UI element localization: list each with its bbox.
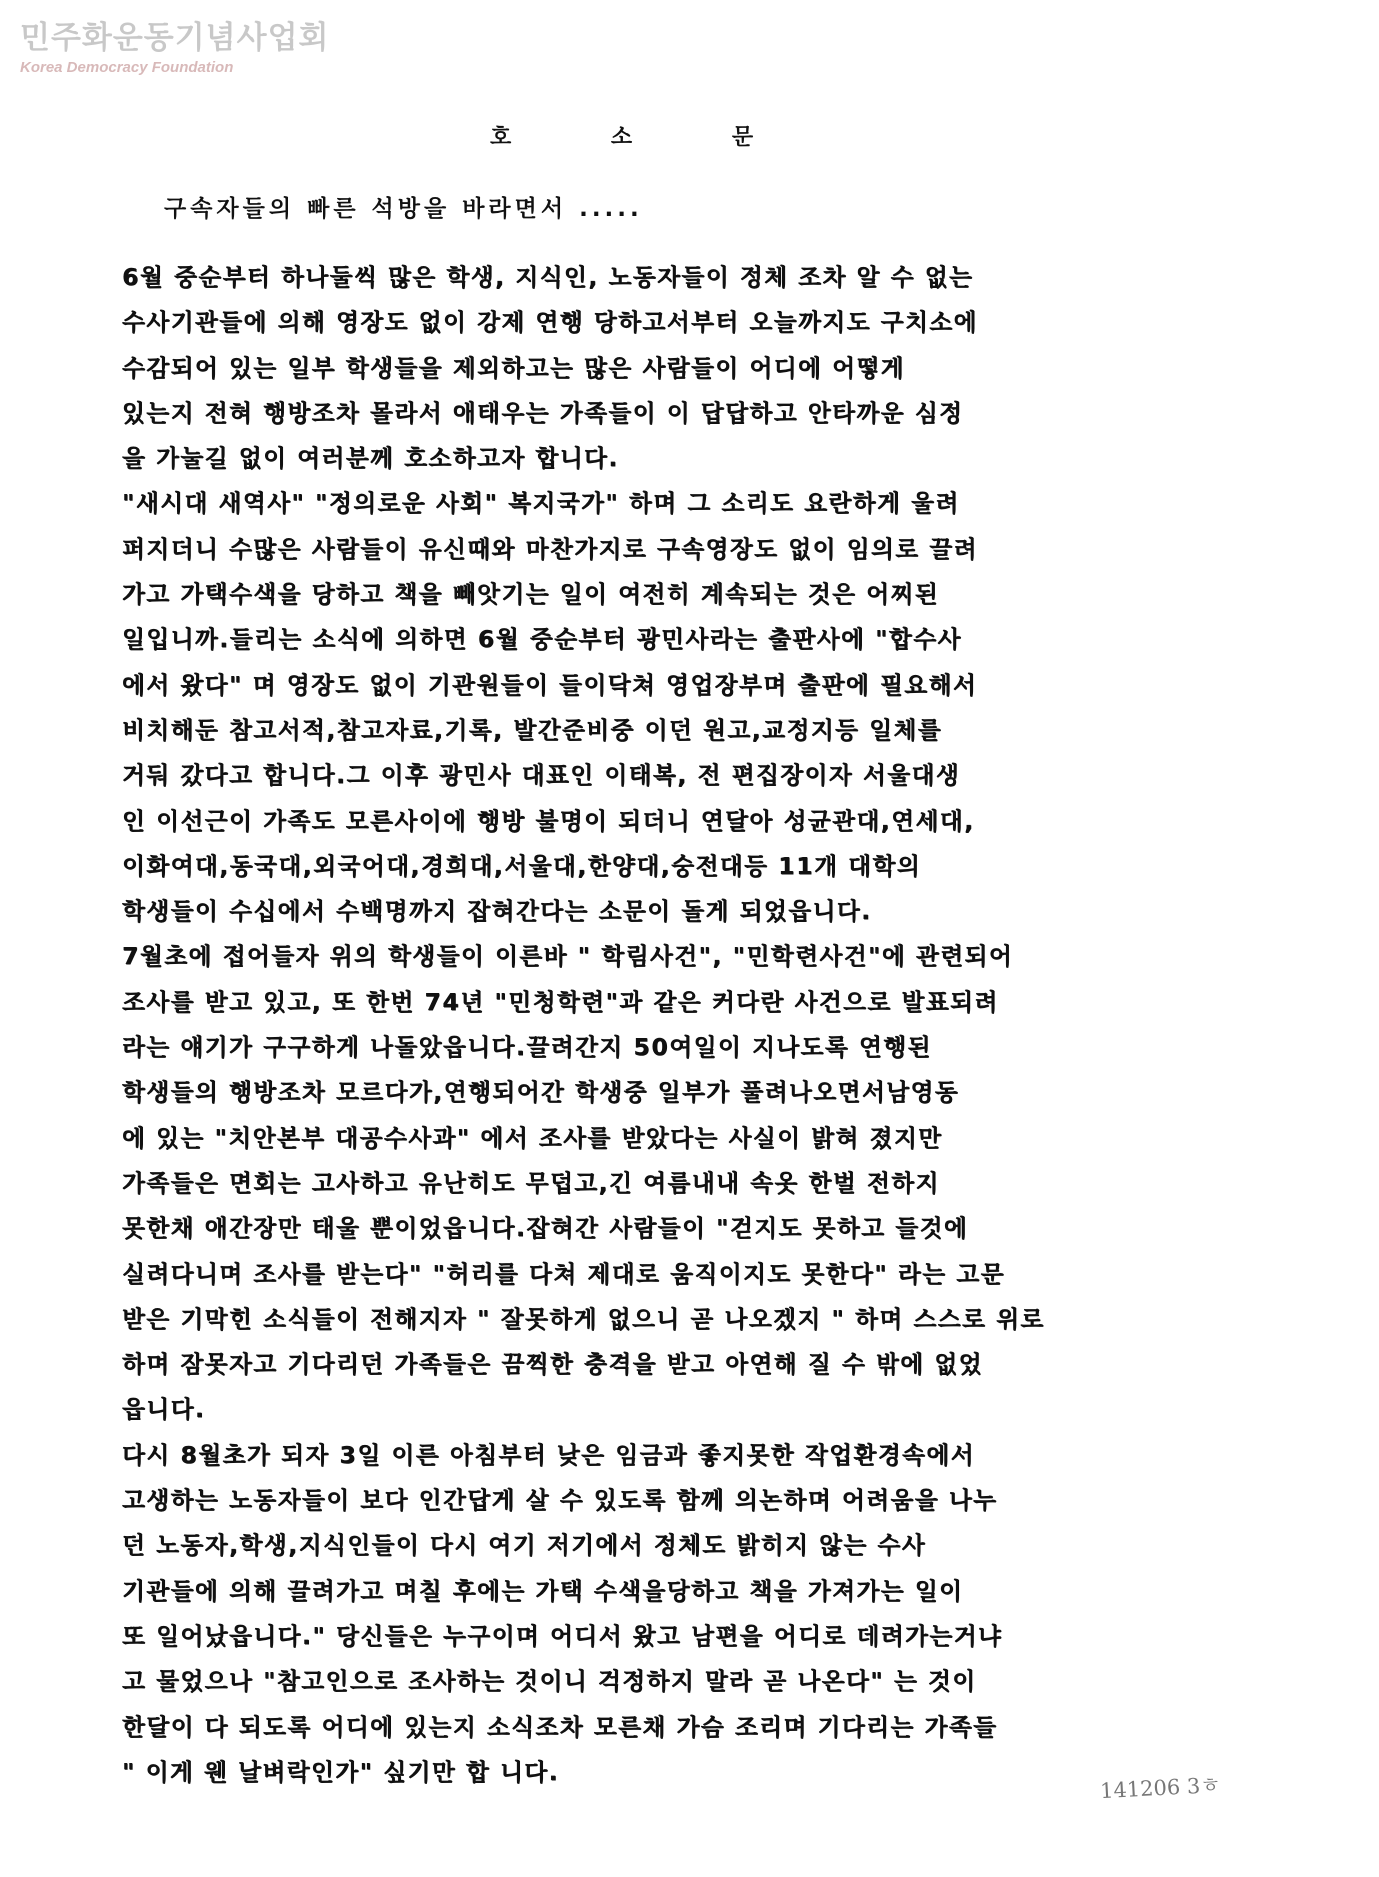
body-line: "새시대 새역사" "정의로운 사회" 복지국가" 하며 그 소리도 요란하게 울려 bbox=[122, 489, 960, 518]
body-line: 수감되어 있는 일부 학생들을 제외하고는 많은 사람들이 어디에 어떻게 bbox=[122, 353, 905, 382]
foundation-watermark bbox=[20, 18, 330, 78]
body-line: 이화여대,동국대,외국어대,경희대,서울대,한양대,숭전대등 11개 대학의 bbox=[122, 851, 922, 880]
body-line: 못한채 애간장만 태울 뿐이었읍니다.잡혀간 사람들이 "걷지도 못하고 들것에 bbox=[122, 1214, 969, 1243]
watermark-korean: 민주화운동기념사업회 bbox=[20, 20, 330, 56]
body-line: 거둬 갔다고 합니다.그 이후 광민사 대표인 이태복, 전 편집장이자 서울대생 bbox=[122, 761, 961, 790]
body-line: 6월 중순부터 하나둘씩 많은 학생, 지식인, 노동자들이 정체 조차 알 수 없는 bbox=[122, 263, 974, 291]
document-body bbox=[122, 255, 1242, 1795]
body-line: 가고 가택수색을 당하고 책을 빼앗기는 일이 여전히 계속되는 것은 어찌된 bbox=[122, 580, 940, 609]
body-line: 7월초에 접어들자 위의 학생들이 이른바 " 학림사건", "민학련사건"에 관련되어 bbox=[122, 942, 1014, 971]
body-line: 에서 왔다" 며 영장도 없이 기관원들이 들이닥쳐 영업장부며 출판에 필요해서 bbox=[122, 670, 978, 699]
body-line: 한달이 다 되도록 어디에 있는지 소식조차 모른채 가슴 조리며 기다리는 가족들 bbox=[122, 1712, 998, 1741]
body-line: 고생하는 노동자들이 보다 인간답게 살 수 있도록 함께 의논하며 어려움을 나누 bbox=[122, 1486, 998, 1515]
body-line: 고 물었으나 "참고인으로 조사하는 것이니 걱정하지 말라 곧 나온다" 는 것이 bbox=[122, 1667, 977, 1696]
body-line: 비치해둔 참고서적,참고자료,기록, 발간준비중 이던 원고,교정지등 일체를 bbox=[122, 715, 943, 744]
body-line: 을 가눌길 없이 여러분께 호소하고자 합니다. bbox=[122, 444, 619, 473]
body-line: 라는 얘기가 구구하게 나돌았읍니다.끌려간지 50여일이 지나도록 연행된 bbox=[122, 1033, 932, 1062]
body-line: 또 일어났읍니다." 당신들은 누구이며 어디서 왔고 남편을 어디로 데려가는거냐 bbox=[122, 1621, 1003, 1650]
handwritten-archive-number: 141206 3ㅎ bbox=[1099, 1772, 1222, 1804]
body-line: 수사기관들에 의해 영장도 없이 강제 연행 당하고서부터 오늘까지도 구치소에 bbox=[122, 308, 978, 337]
body-line: 학생들이 수십에서 수백명까지 잡혀간다는 소문이 돌게 되었읍니다. bbox=[122, 897, 872, 926]
body-line: " 이게 웬 날벼락인가" 싶기만 합 니다. bbox=[122, 1757, 560, 1786]
body-line: 받은 기막힌 소식들이 전해지자 " 잘못하게 없으니 곧 나오겠지 " 하며 스스로 위로 bbox=[122, 1304, 1045, 1333]
document-title: 호 소 문 bbox=[490, 125, 800, 150]
body-line: 하며 잠못자고 기다리던 가족들은 끔찍한 충격을 받고 아연해 질 수 밖에 없었 bbox=[122, 1350, 983, 1379]
body-line: 에 있는 "치안본부 대공수사과" 에서 조사를 받았다는 사실이 밝혀 졌지만 bbox=[122, 1123, 943, 1152]
body-line: 퍼지더니 수많은 사람들이 유신때와 마찬가지로 구속영장도 없이 임의로 끌려 bbox=[122, 534, 978, 563]
body-line: 학생들의 행방조차 모르다가,연행되어간 학생중 일부가 풀려나오면서남영동 bbox=[122, 1078, 960, 1107]
body-line: 조사를 받고 있고, 또 한번 74년 "민청학련"과 같은 커다란 사건으로 발표되려 bbox=[122, 987, 999, 1016]
document-subtitle: 구속자들의 빠른 석방을 바라면서 ..... bbox=[164, 196, 643, 222]
body-line: 가족들은 면회는 고사하고 유난히도 무덥고,긴 여름내내 속옷 한벌 전하지 bbox=[122, 1168, 940, 1197]
body-line: 읍니다. bbox=[122, 1395, 206, 1424]
body-line: 다시 8월초가 되자 3일 이른 아침부터 낮은 임금과 좋지못한 작업환경속에서 bbox=[122, 1440, 975, 1469]
watermark-english: Korea Democracy Foundation bbox=[20, 59, 234, 76]
body-line: 있는지 전혀 행방조차 몰라서 애태우는 가족들이 이 답답하고 안타까운 심정 bbox=[122, 398, 964, 427]
body-line: 기관들에 의해 끌려가고 며칠 후에는 가택 수색을당하고 책을 가져가는 일이 bbox=[122, 1576, 964, 1605]
body-line: 던 노동자,학생,지식인들이 다시 여기 저기에서 정체도 밝히지 않는 수사 bbox=[122, 1531, 927, 1560]
body-line: 실려다니며 조사를 받는다" "허리를 다쳐 제대로 움직이지도 못한다" 라는 고문 bbox=[122, 1259, 1005, 1288]
body-line: 인 이선근이 가족도 모른사이에 행방 불명이 되더니 연달아 성균관대,연세대, bbox=[122, 806, 975, 835]
body-line: 일입니까.들리는 소식에 의하면 6월 중순부터 광민사라는 출판사에 "합수사 bbox=[122, 625, 962, 654]
